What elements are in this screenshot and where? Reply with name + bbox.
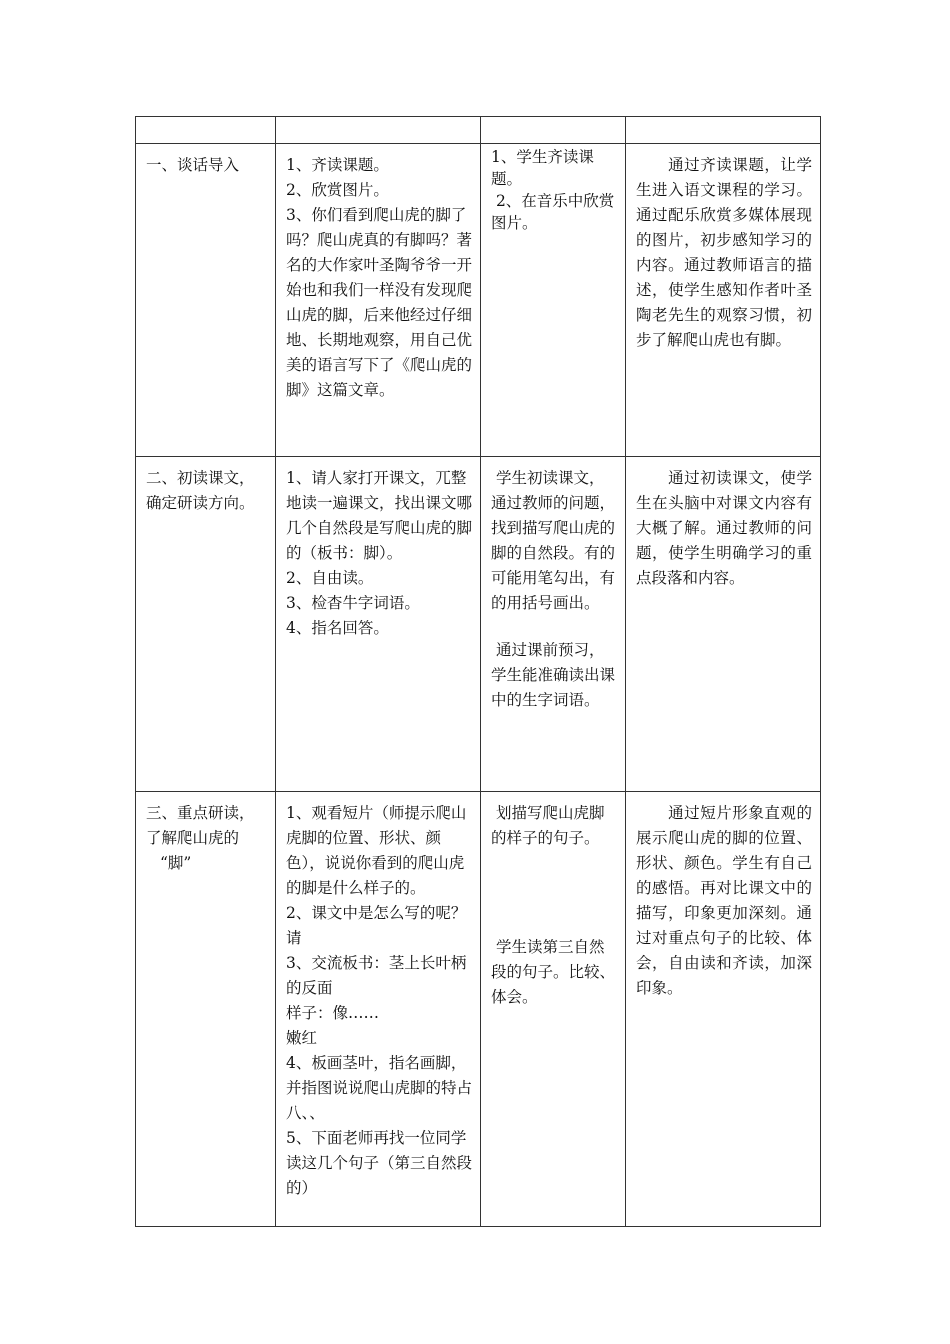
teacher-step: 5、下面老师再找一位同学读这几个句子（第三自然段的） [286, 1129, 473, 1197]
teacher-step: 八、、 [286, 1104, 325, 1122]
teacher-activity-cell [276, 457, 481, 792]
design-intent-cell [626, 792, 821, 1227]
teacher-activity-cell [276, 792, 481, 1227]
teacher-step: 4、指名回答。 [286, 619, 389, 637]
teacher-step: 3、检杳牛字词语。 [286, 594, 420, 612]
student-activity-cell [481, 792, 626, 1227]
stage-label: 二、初读课文，确定研读方向。 [146, 469, 255, 512]
student-step: 通过课前预习，学生能准确读出课中的生字词语。 [491, 641, 616, 709]
teacher-step: 3、交流板书：茎上长叶柄的反面 [286, 954, 467, 997]
design-intent-text: 通过短片形象直观的展示爬山虎的脚的位置、形状、颜色。学生有自己的感悟。再对比课文中的描写，印象更加深刻。通过对重点句子的比较、体会，自由读和齐读，加深印象。 [636, 804, 812, 997]
header-row [136, 117, 821, 144]
student-step: 2、在音乐中欣赏图片。 [491, 192, 615, 232]
table-row [136, 457, 821, 792]
teacher-step: 2、欣赏图片。 [286, 181, 389, 199]
teacher-step: 2、自由读。 [286, 569, 374, 587]
student-step: 划描写爬山虎脚的样子的句子。 [491, 804, 605, 847]
stage-label: 一、谈话导入 [146, 156, 240, 174]
teacher-step: 1、请人家打开课文，兀整地读一遍课文，找出课文哪几个自然段是写爬山虎的脚的（板书：脚）。 [286, 469, 473, 562]
student-step: 1、学生齐读课题。 [491, 148, 594, 188]
stage-label-quote: “脚” [160, 854, 192, 872]
student-activity-cell [481, 457, 626, 792]
stage-cell [136, 457, 276, 792]
header-cell-4 [626, 117, 821, 144]
teacher-activity-cell [276, 144, 481, 457]
header-cell-2 [276, 117, 481, 144]
teacher-step: 2、课文中是怎么写的呢？请 [286, 904, 467, 947]
design-intent-text: 通过齐读课题，让学生进入语文课程的学习。通过配乐欣赏多媒体展现的图片，初步感知学习的内容。通过教师语言的描述，使学生感知作者叶圣陶老先生的观察习惯，初步了解爬山虎也有脚。 [636, 156, 812, 349]
teacher-step: 嫩红 [286, 1029, 318, 1047]
table-row [136, 144, 821, 457]
student-activity-cell [481, 144, 626, 457]
stage-label: 三、重点研读，了解爬山虎的 [146, 804, 255, 847]
stage-cell [136, 792, 276, 1227]
stage-cell [136, 144, 276, 457]
teacher-step: 样子：像…… [286, 1004, 380, 1022]
design-intent-cell [626, 144, 821, 457]
student-step: 学生读第三自然段的句子。比较、体会。 [491, 938, 616, 1006]
header-cell-1 [136, 117, 276, 144]
lesson-plan-table [135, 116, 821, 1227]
design-intent-cell [626, 457, 821, 792]
teacher-step: 1、齐读课题。 [286, 156, 389, 174]
teacher-step: 4、板画茎叶，指名画脚，并指图说说爬山虎脚的特占 [286, 1054, 473, 1097]
teacher-step: 3、你们看到爬山虎的脚了吗？爬山虎真的有脚吗？著名的大作家叶圣陶爷爷一开始也和我们一样没有发现爬山虎的脚，后来他经过仔细地、长期地观察，用自己优美的语言写下了《爬山虎的脚》这篇文章。 [286, 206, 473, 399]
header-cell-3 [481, 117, 626, 144]
design-intent-text: 通过初读课文，使学生在头脑中对课文内容有大概了解。通过教师的问题，使学生明确学习的重点段落和内容。 [636, 469, 812, 587]
table-row [136, 792, 821, 1227]
teacher-step: 1、观看短片（师提示爬山虎脚的位置、形状、颜色），说说你看到的爬山虎的脚是什么样子的。 [286, 804, 467, 897]
student-step: 学生初读课文，通过教师的问题，找到描写爬山虎的脚的自然段。有的可能用笔勾出，有的用括号画出。 [491, 469, 616, 612]
